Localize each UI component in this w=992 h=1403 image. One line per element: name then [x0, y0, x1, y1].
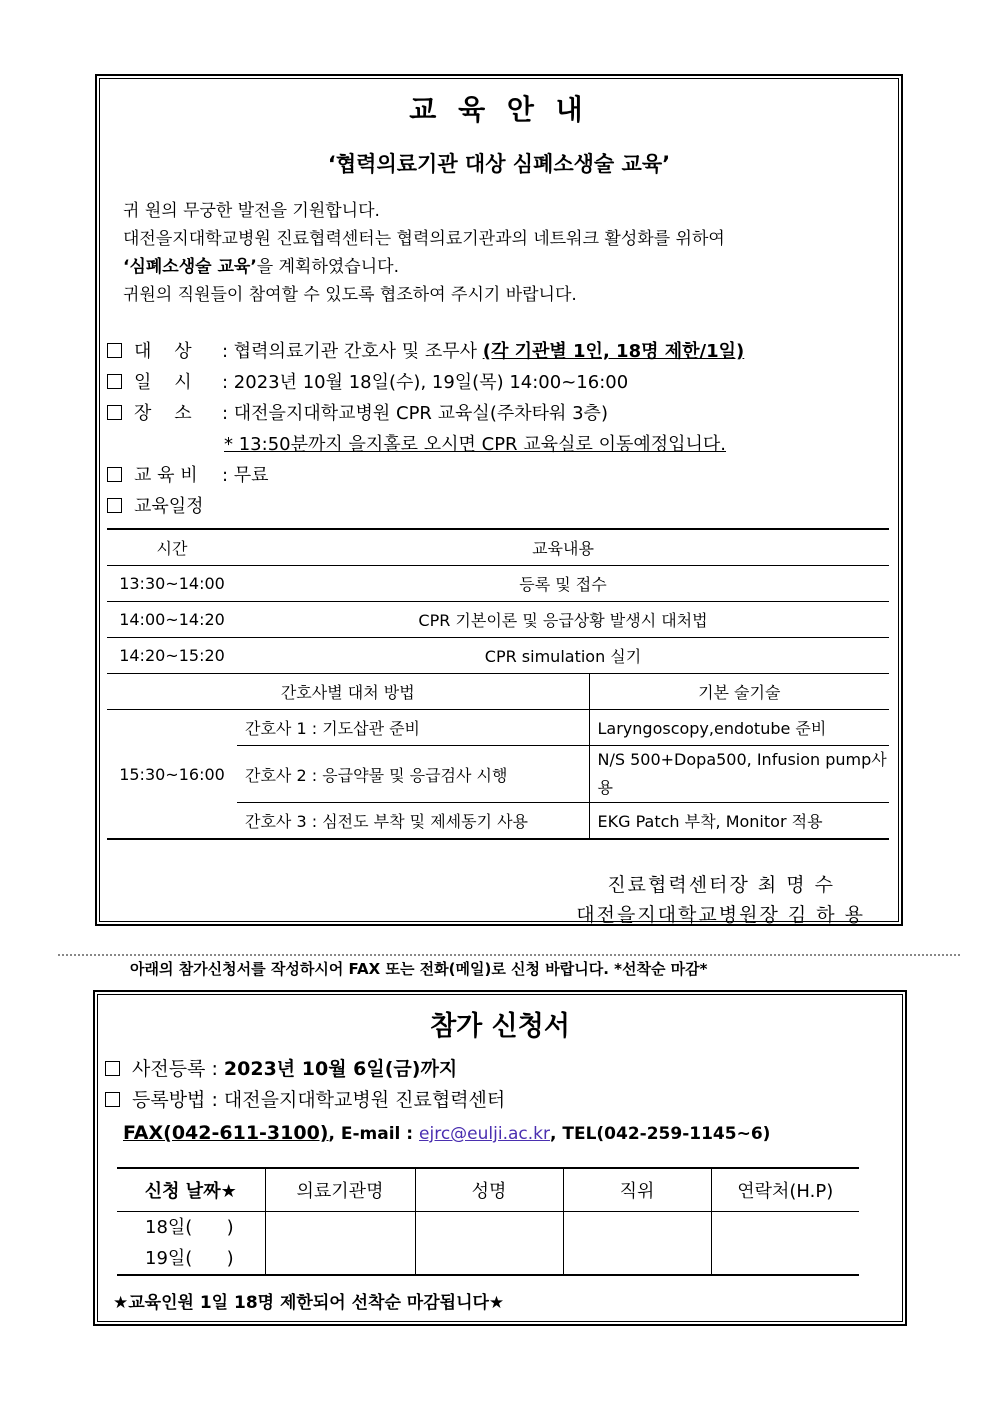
table-row	[107, 566, 889, 602]
info-fee	[107, 460, 744, 491]
email-label: , E-mail :	[328, 1124, 420, 1144]
capacity-footnote: ★교육인원 1일 18명 제한되어 선착순 마감됩니다★	[113, 1293, 505, 1313]
tel-number: , TEL(042-259-1145~6)	[549, 1124, 771, 1144]
info-target	[107, 336, 744, 367]
place-note-row	[107, 429, 744, 460]
cut-line	[58, 954, 960, 956]
schedule-time: 14:20~15:20	[107, 638, 237, 674]
registration-info	[105, 1054, 505, 1116]
name-field[interactable]	[415, 1212, 563, 1276]
header-position: 직위	[563, 1168, 711, 1212]
schedule-time: 13:30~14:00	[107, 566, 237, 602]
schedule-content: CPR simulation 실기	[237, 638, 889, 674]
header-name: 성명	[415, 1168, 563, 1212]
nurse-method: 간호사 1 : 기도삽관 준비	[237, 710, 589, 746]
contact-line	[123, 1122, 770, 1144]
signature-hospital-director: 대전을지대학교병원장 김 하 용	[576, 904, 865, 926]
simulation-header-row	[107, 674, 889, 710]
schedule-header-row	[107, 529, 889, 566]
position-field[interactable]	[563, 1212, 711, 1276]
info-place	[107, 398, 744, 429]
method-header: 간호사별 대처 방법	[107, 674, 589, 710]
target-label: 대 상	[134, 341, 192, 362]
nurse-skill: N/S 500+Dopa500, Infusion pump사용	[589, 746, 889, 803]
fee-label: 교 육 비	[134, 465, 198, 486]
application-entry-row	[117, 1212, 859, 1276]
schedule-content: CPR 기본이론 및 응급상황 발생시 대처법	[237, 602, 889, 638]
schedule-label: 교육일정	[134, 496, 204, 517]
table-row	[107, 602, 889, 638]
date-choice-cell[interactable]	[117, 1212, 265, 1276]
target-value: : 협력의료기관 간호사 및 조무사	[222, 341, 483, 362]
checkbox-icon	[107, 374, 122, 389]
signature-center-director: 진료협력센터장 최 명 수	[607, 874, 835, 896]
checkbox-icon	[107, 405, 122, 420]
method-label: 등록방법 :	[132, 1089, 224, 1111]
fax-number: FAX(042-611-3100)	[123, 1122, 329, 1144]
intro-line-3	[123, 253, 725, 281]
checkbox-icon	[107, 467, 122, 482]
schedule-time: 14:00~14:20	[107, 602, 237, 638]
table-row	[107, 638, 889, 674]
checkbox-icon	[105, 1092, 120, 1107]
email-link[interactable]: ejrc@eulji.ac.kr	[419, 1124, 550, 1144]
date-option-18[interactable]: 18일( )	[145, 1217, 234, 1238]
notice-box	[95, 74, 903, 926]
fee-value: : 무료	[222, 465, 269, 486]
info-list	[107, 336, 744, 522]
schedule-table	[107, 528, 889, 840]
application-table	[117, 1167, 859, 1276]
schedule-header-content: 교육내용	[237, 529, 889, 566]
method-row	[105, 1085, 505, 1116]
schedule-header-time: 시간	[107, 529, 237, 566]
application-title: 참가 신청서	[430, 1011, 570, 1042]
place-label: 장 소	[134, 403, 192, 424]
checkbox-icon	[105, 1061, 120, 1076]
date-value: : 2023년 10월 18일(수), 19일(목) 14:00~16:00	[222, 372, 629, 393]
notice-subtitle: ‘협력의료기관 대상 심폐소생술 교육’	[327, 152, 671, 176]
intro-line-4: 귀원의 직원들이 참여할 수 있도록 협조하여 주시기 바랍니다.	[123, 285, 577, 305]
application-box	[93, 990, 907, 1326]
info-date	[107, 367, 744, 398]
nurse-skill: EKG Patch 부착, Monitor 적용	[589, 803, 889, 840]
intro-line-3-rest: 을 계획하였습니다.	[256, 257, 399, 277]
header-date: 신청 날짜★	[117, 1168, 265, 1212]
application-header-row	[117, 1168, 859, 1212]
header-contact: 연락처(H.P)	[711, 1168, 859, 1212]
notice-title: 교 육 안 내	[409, 93, 589, 126]
checkbox-icon	[107, 498, 122, 513]
institution-field[interactable]	[265, 1212, 415, 1276]
place-note: * 13:50분까지 을지홀로 오시면 CPR 교육실로 이동예정입니다.	[224, 434, 727, 455]
application-instruction: 아래의 참가신청서를 작성하시어 FAX 또는 전화(메일)로 신청 바랍니다. *선착순 마감*	[130, 960, 708, 978]
info-schedule	[107, 491, 744, 522]
intro-line-1: 귀 원의 무궁한 발전을 기원합니다.	[123, 201, 380, 221]
skill-header: 기본 술기술	[589, 674, 889, 710]
nurse-method: 간호사 3 : 심전도 부착 및 제세동기 사용	[237, 803, 589, 840]
checkbox-icon	[107, 343, 122, 358]
intro-emphasis: ‘심폐소생술 교육’	[123, 257, 257, 277]
intro-paragraph	[123, 197, 725, 309]
date-label: 일 시	[134, 372, 192, 393]
intro-line-2: 대전을지대학교병원 진료협력센터는 협력의료기관과의 네트워크 활성화를 위하여	[123, 229, 725, 249]
prereg-deadline: 2023년 10월 6일(금)까지	[223, 1058, 458, 1080]
simulation-time: 15:30~16:00	[107, 710, 237, 840]
schedule-content: 등록 및 접수	[237, 566, 889, 602]
date-option-19[interactable]: 19일( )	[145, 1248, 234, 1269]
method-value: 대전을지대학교병원 진료협력센터	[223, 1089, 506, 1111]
preregistration-row	[105, 1054, 505, 1085]
prereg-label: 사전등록 :	[132, 1058, 224, 1080]
contact-field[interactable]	[711, 1212, 859, 1276]
place-value: : 대전을지대학교병원 CPR 교육실(주차타워 3층)	[222, 403, 608, 424]
nurse-method: 간호사 2 : 응급약물 및 응급검사 시행	[237, 746, 589, 803]
table-row	[107, 710, 889, 746]
header-institution: 의료기관명	[265, 1168, 415, 1212]
target-limit: (각 기관별 1인, 18명 제한/1일)	[482, 341, 745, 362]
nurse-skill: Laryngoscopy,endotube 준비	[589, 710, 889, 746]
